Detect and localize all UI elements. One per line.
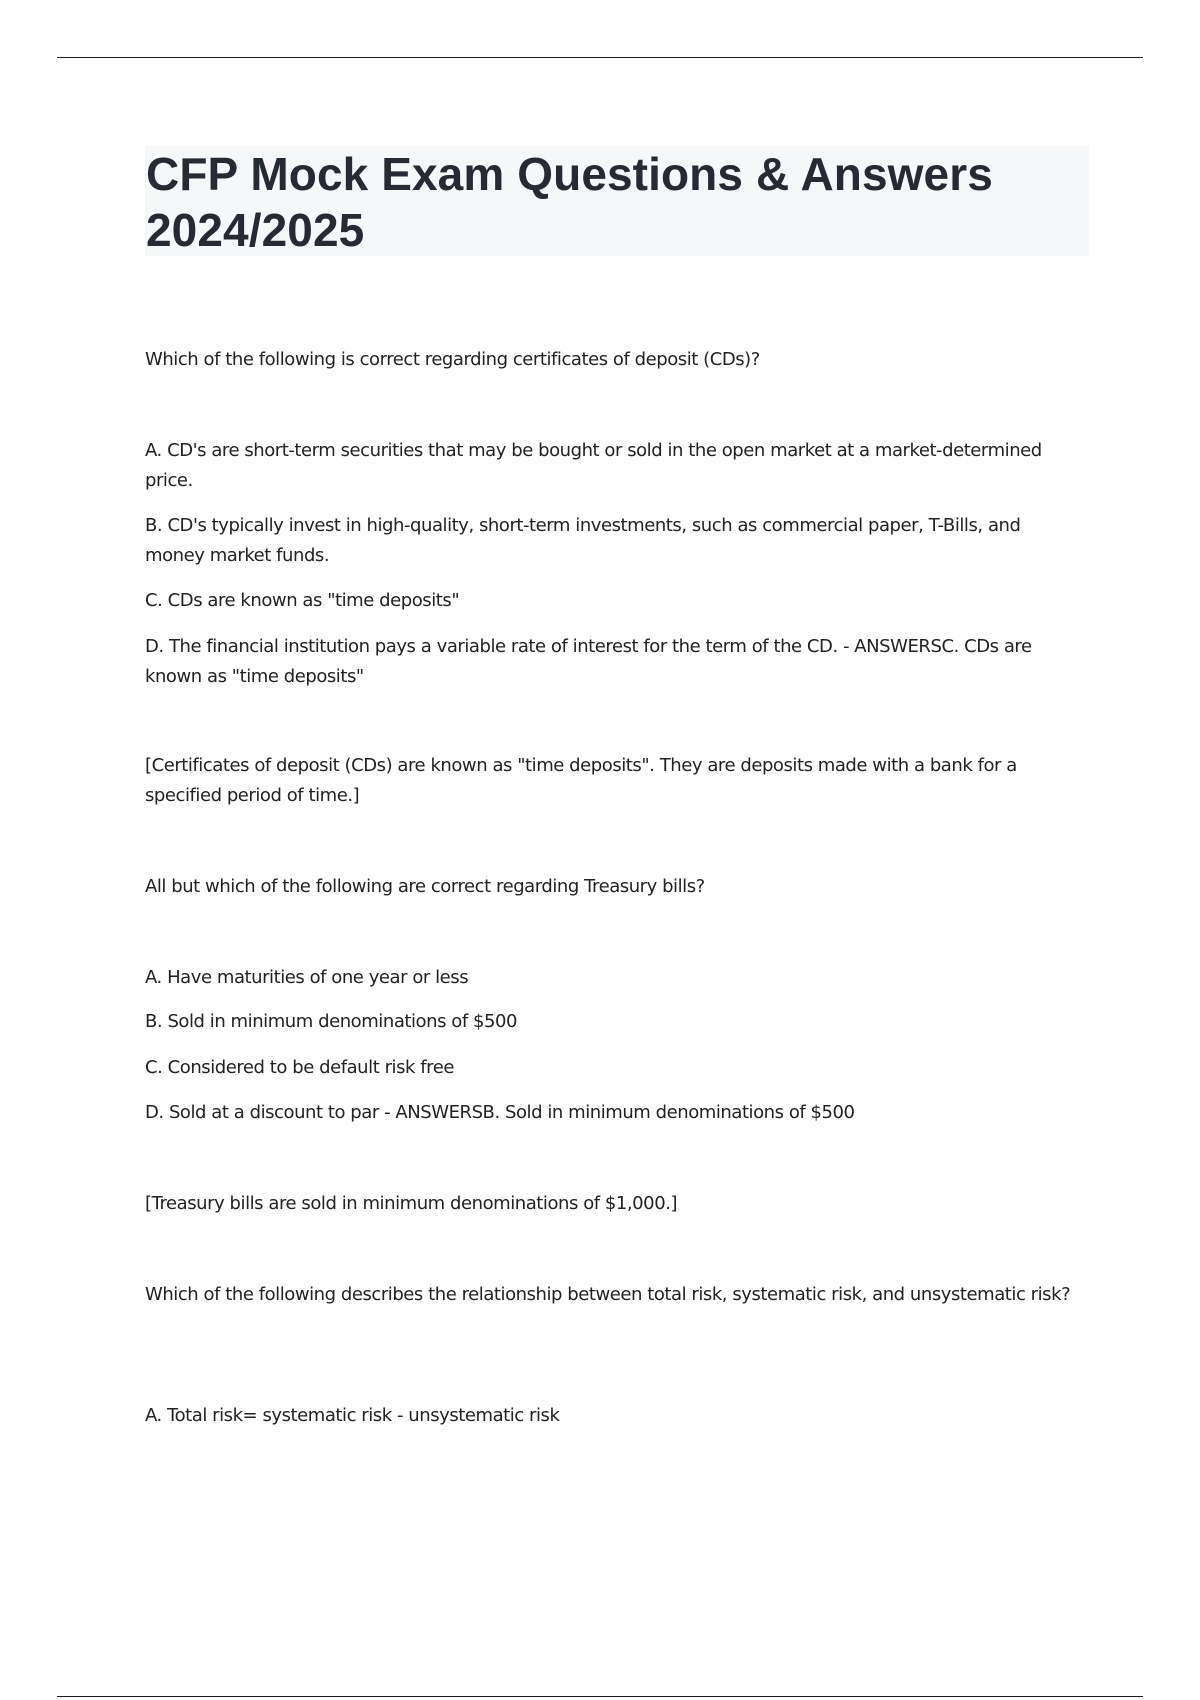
page-title: CFP Mock Exam Questions & Answers 2024/2025 — [146, 148, 993, 256]
question-2-option-a: A. Have maturities of one year or less — [145, 967, 469, 988]
question-1-option-a: A. CD's are short-term securities that may be bought or sold in the open market at a market-determined price. — [145, 440, 1042, 491]
title-block — [145, 146, 1089, 256]
question-3-option-a: A. Total risk= systematic risk - unsystematic risk — [145, 1405, 560, 1426]
bottom-rule — [57, 1696, 1143, 1697]
question-2-option-b: B. Sold in minimum denominations of $500 — [145, 1011, 518, 1032]
question-2-explanation: [Treasury bills are sold in minimum denominations of $1,000.] — [145, 1193, 678, 1214]
question-1-explanation: [Certificates of deposit (CDs) are known as "time deposits". They are deposits made with a bank for a specified period of time.] — [145, 755, 1017, 806]
question-1-option-d: D. The financial institution pays a variable rate of interest for the term of the CD. - ANSWERSC. CDs are known as "time deposits" — [145, 636, 1032, 687]
question-3-text: Which of the following describes the relationship between total risk, systematic risk, and unsystematic risk? — [145, 1284, 1071, 1305]
top-rule — [57, 57, 1143, 58]
question-2-option-c: C. Considered to be default risk free — [145, 1057, 454, 1078]
question-1-text: Which of the following is correct regarding certificates of deposit (CDs)? — [145, 349, 760, 370]
question-1-option-b: B. CD's typically invest in high-quality, short-term investments, such as commercial paper, T-Bills, and money market funds. — [145, 515, 1021, 566]
question-2-option-d: D. Sold at a discount to par - ANSWERSB. Sold in minimum denominations of $500 — [145, 1102, 855, 1123]
question-1-option-c: C. CDs are known as "time deposits" — [145, 590, 460, 611]
question-2-text: All but which of the following are correct regarding Treasury bills? — [145, 876, 705, 897]
